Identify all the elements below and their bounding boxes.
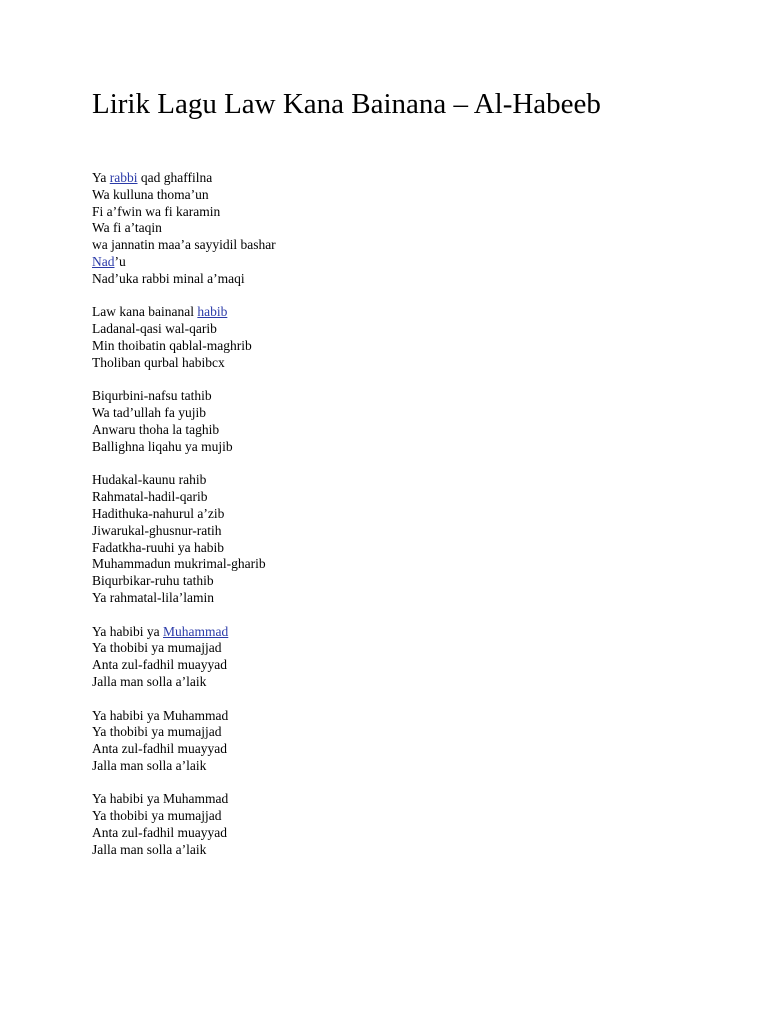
lyric-link[interactable]: Nad: [92, 253, 115, 269]
lyric-line: Anta zul-fadhil muayyad: [92, 657, 227, 673]
document-page: [92, 86, 712, 875]
lyric-line: [92, 254, 712, 271]
lyric-line: wa jannatin maa’a sayyidil bashar: [92, 237, 276, 253]
lyric-line: Nad’uka rabbi minal a’maqi: [92, 270, 245, 286]
lyric-line: Biqurbini-nafsu tathib: [92, 388, 212, 404]
lyric-line: Ya rahmatal-lila’lamin: [92, 589, 214, 605]
stanza: [92, 170, 712, 288]
lyric-line: Ya thobibi ya mumajjad: [92, 724, 222, 740]
lyric-line: Jalla man solla a’laik: [92, 673, 207, 689]
stanza: [92, 304, 712, 371]
lyric-text: Ya: [92, 170, 110, 185]
lyric-line: Tholiban qurbal habibcx: [92, 354, 225, 370]
lyric-line: Wa kulluna thoma’un: [92, 186, 209, 202]
lyric-line: Anta zul-fadhil muayyad: [92, 825, 227, 841]
lyric-line: Anwaru thoha la taghib: [92, 421, 220, 437]
lyric-line: Ladanal-qasi wal-qarib: [92, 321, 217, 337]
lyric-link[interactable]: habib: [197, 304, 228, 320]
lyric-line: [92, 624, 712, 641]
lyric-line: Ya thobibi ya mumajjad: [92, 640, 222, 656]
stanza: [92, 472, 712, 606]
stanza: [92, 791, 712, 858]
lyric-line: Ya habibi ya Muhammad: [92, 707, 229, 723]
lyric-line: Wa fi a’taqin: [92, 220, 162, 236]
lyric-line: Jalla man solla a’laik: [92, 841, 207, 857]
lyric-text: qad ghaffilna: [137, 170, 213, 185]
lyrics-body: [92, 170, 712, 859]
lyric-line: [92, 170, 712, 187]
lyric-line: Muhammadun mukrimal-gharib: [92, 556, 266, 572]
lyric-line: [92, 304, 712, 321]
lyric-line: Jiwarukal-ghusnur-ratih: [92, 522, 222, 538]
lyric-link[interactable]: rabbi: [109, 170, 138, 185]
lyric-text: ’u: [114, 253, 126, 269]
lyric-line: Jalla man solla a’laik: [92, 757, 207, 773]
stanza: [92, 388, 712, 455]
stanza: [92, 708, 712, 775]
lyric-line: Fadatkha-ruuhi ya habib: [92, 539, 224, 555]
lyric-text: Ya habibi ya: [92, 623, 164, 639]
lyric-line: Ballighna liqahu ya mujib: [92, 438, 233, 454]
stanza: [92, 624, 712, 691]
lyric-line: Hadithuka-nahurul a’zib: [92, 505, 225, 521]
lyric-text: Law kana bainanal: [92, 304, 198, 320]
page-title: Lirik Lagu Law Kana Bainana – Al-Habeeb: [92, 88, 601, 120]
lyric-line: Wa tad’ullah fa yujib: [92, 405, 206, 421]
lyric-line: Rahmatal-hadil-qarib: [92, 489, 208, 505]
lyric-line: Ya thobibi ya mumajjad: [92, 808, 222, 824]
lyric-line: Fi a’fwin wa fi karamin: [92, 203, 221, 219]
lyric-line: Min thoibatin qablal-maghrib: [92, 337, 252, 353]
lyric-line: Hudakal-kaunu rahib: [92, 472, 207, 488]
lyric-line: Biqurbikar-ruhu tathib: [92, 573, 214, 589]
lyric-line: Ya habibi ya Muhammad: [92, 791, 229, 807]
lyric-line: Anta zul-fadhil muayyad: [92, 741, 227, 757]
lyric-link[interactable]: Muhammad: [163, 623, 229, 639]
